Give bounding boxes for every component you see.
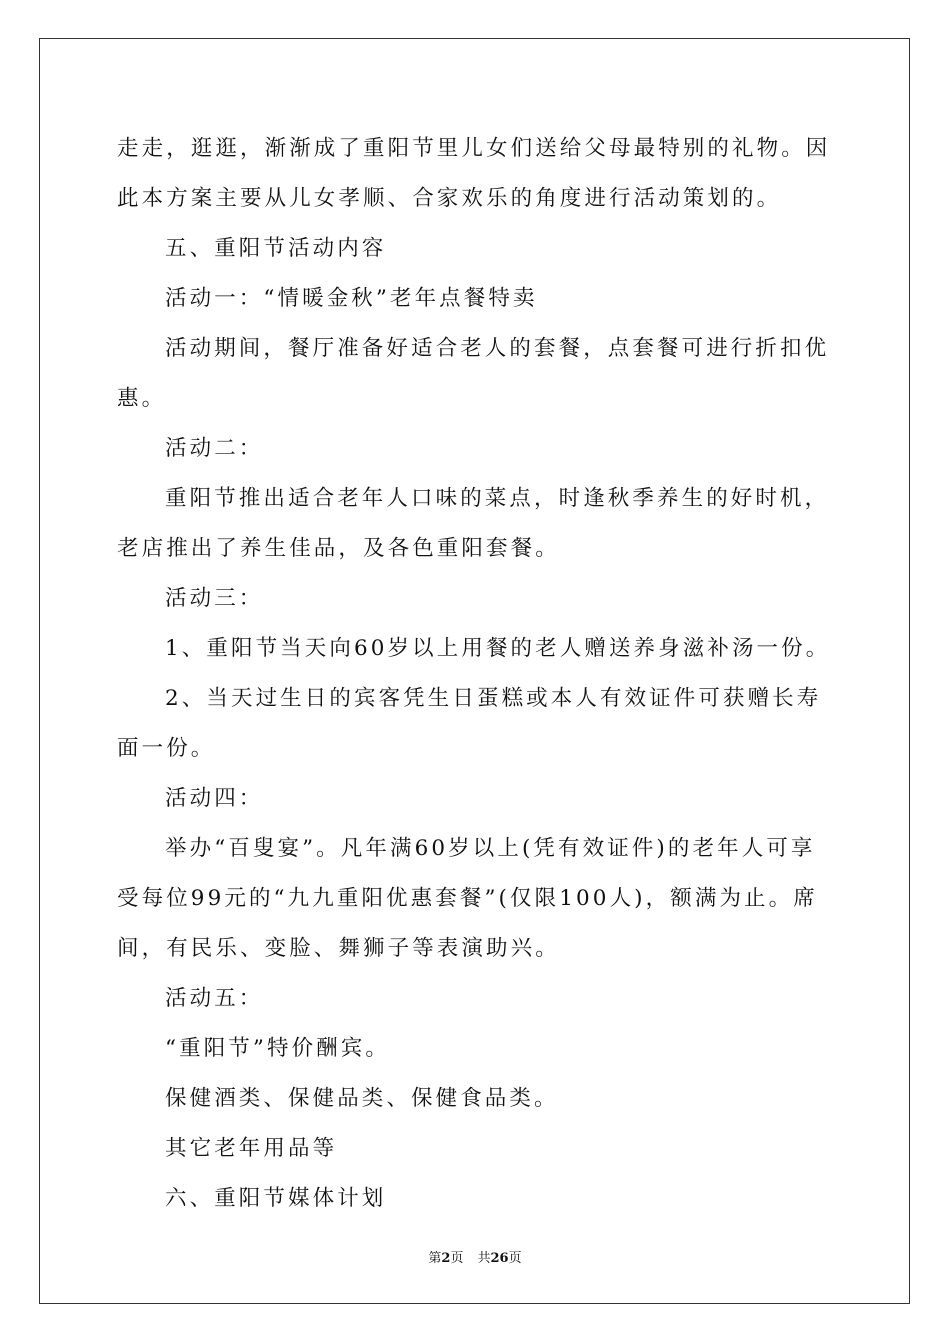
- activity-two-title: 活动二：: [165, 436, 264, 461]
- activity-five-title: 活动五：: [165, 986, 264, 1011]
- paragraph-1: 走走，逛逛，渐渐成了重阳节里儿女们送给父母最特别的礼物。因此本方案主要从儿女孝顺、合家欢乐的角度进行活动策划的。: [117, 136, 831, 211]
- activity-three-item-2: 2、当天过生日的宾客凭生日蛋糕或本人有效证件可获赠长寿面一份。: [117, 686, 822, 761]
- footer-page-current: 2: [441, 1251, 451, 1266]
- activity-one-text: 活动期间，餐厅准备好适合老人的套餐，点套餐可进行折扣优惠。: [117, 336, 830, 411]
- activity-two-text: 重阳节推出适合老年人口味的菜点，时逢秋季养生的好时机，老店推出了养生佳品，及各色重阳套餐。: [117, 486, 830, 561]
- activity-four-text: 举办“百叟宴”。凡年满60岁以上(凭有效证件)的老年人可享受每位99元的“九九重阳优惠套餐”(仅限100人)，额满为止。席间，有民乐、变脸、舞狮子等表演助兴。: [117, 836, 818, 961]
- document-body: [117, 124, 837, 1224]
- activity-four-title: 活动四：: [165, 786, 264, 811]
- activity-three-title: 活动三：: [165, 586, 264, 611]
- activity-one-title: 活动一：“情暖金秋”老年点餐特卖: [165, 286, 538, 311]
- activity-five-item-1: “重阳节”特价酬宾。: [165, 1036, 390, 1061]
- activity-five-item-2: 保健酒类、保健品类、保健食品类。: [165, 1086, 559, 1111]
- footer-page-unit: 页: [450, 1251, 464, 1266]
- section-heading-media-plan: 六、重阳节媒体计划: [165, 1186, 387, 1211]
- page-footer: [0, 1247, 950, 1266]
- footer-total-prefix: 共: [477, 1251, 491, 1266]
- footer-page-total: 26: [490, 1251, 509, 1266]
- footer-page-prefix: 第: [428, 1251, 442, 1266]
- activity-five-item-3: 其它老年用品等: [165, 1136, 338, 1161]
- section-heading-activity-content: 五、重阳节活动内容: [165, 236, 387, 261]
- activity-three-item-1: 1、重阳节当天向60岁以上用餐的老人赠送养身滋补汤一份。: [165, 636, 831, 661]
- footer-total-unit: 页: [508, 1251, 522, 1266]
